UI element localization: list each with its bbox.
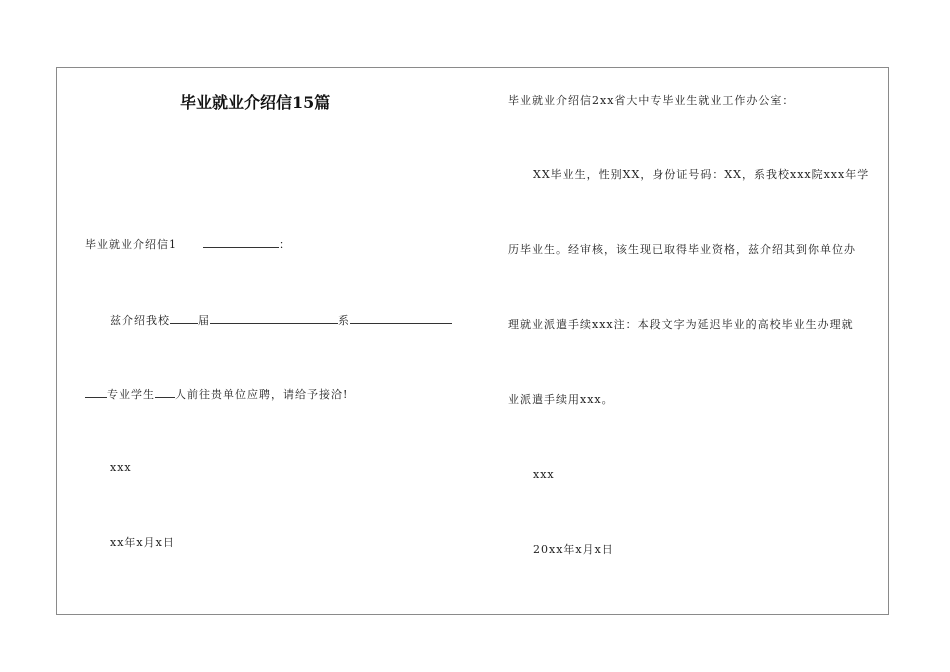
- body-prefix: 兹介绍我校: [110, 314, 170, 327]
- body-xi: 系: [338, 314, 350, 327]
- letter2-para-line3: 理就业派遣手续xxx注：本段文字为延迟毕业的高校毕业生办理就: [508, 318, 854, 331]
- letter1-date: xx年x月x日: [110, 536, 175, 549]
- letter1-signature: xxx: [110, 461, 132, 474]
- letter2-date: 20xx年x月x日: [533, 543, 614, 556]
- letter2-para-line4: 业派遣手续用xxx。: [508, 393, 614, 406]
- major-blank: [350, 312, 452, 324]
- letter2-para-line1: XX毕业生，性别XX，身份证号码：XX，系我校xxx院xxx年学: [533, 168, 870, 181]
- body-line2-text2: 人前往贵单位应聘，请给予接洽!: [175, 388, 349, 401]
- letter1-addressee-line: [85, 236, 291, 252]
- letter2-heading: 毕业就业介绍信2xx省大中专毕业生就业工作办公室：: [508, 94, 795, 107]
- addressee-colon: ：: [279, 238, 291, 251]
- letter1-heading: 毕业就业介绍信1: [85, 238, 177, 251]
- letter2-signature: xxx: [533, 468, 555, 481]
- letter1-body-line2: [85, 386, 348, 402]
- major-name-blank: [85, 386, 107, 398]
- document-page-frame: [56, 67, 889, 615]
- document-title: 毕业就业介绍信15篇: [180, 93, 331, 112]
- body-line2-text1: 专业学生: [107, 388, 155, 401]
- letter2-para-line2: 历毕业生。经审核，该生现已取得毕业资格，兹介绍其到你单位办: [508, 243, 856, 256]
- department-blank: [210, 312, 338, 324]
- body-jie: 届: [198, 314, 210, 327]
- addressee-blank: [203, 236, 279, 248]
- letter1-body-line1: [110, 312, 452, 328]
- year-blank: [170, 312, 198, 324]
- student-count-blank: [155, 386, 175, 398]
